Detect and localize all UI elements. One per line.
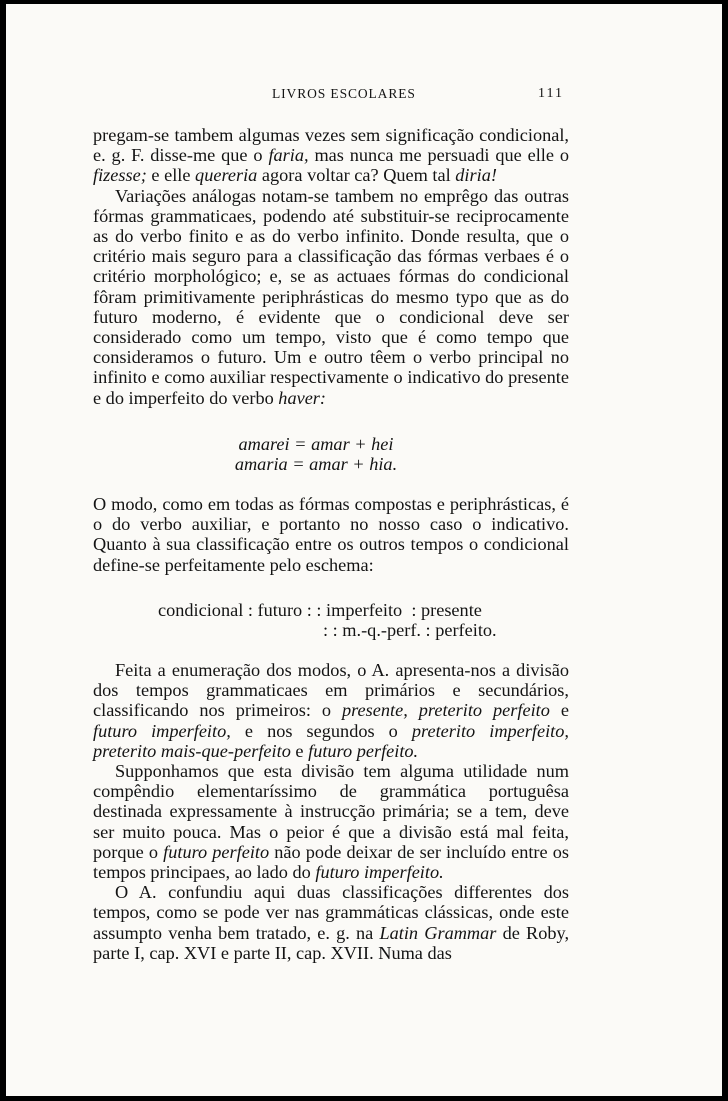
page-header — [6, 86, 722, 106]
text-block-1 — [93, 125, 569, 408]
equation-amarei: amarei = amar + hei — [238, 434, 394, 454]
text-block-2 — [93, 494, 569, 575]
running-title: LIVROS ESCOLARES — [272, 86, 416, 101]
book-page — [6, 4, 722, 1096]
paragraph-feita: Feita a enumeração dos modos, o A. apresenta-nos a divisão dos tempos grammaticaes em primários e secundários, classificando nos primeiros: o presente, preterito perfeito e futuro imperfeito, e nos segundos o preterito imperfeito, preterito mais-que-perfeito e futuro perfeito. — [93, 660, 569, 761]
equation-block — [166, 434, 466, 474]
proportion-line-1: condicional : futuro : : imperfeito : presente — [158, 600, 482, 620]
page-number: 111 — [538, 86, 564, 101]
paragraph-continuation: pregam-se tambem algumas vezes sem significação condicional, e. g. F. disse-me que o faria, mas nunca me persuadi que elle o fizesse; e elle quereria agora voltar ca? Quem tal diria! — [93, 125, 569, 186]
paragraph-modo: O modo, como em todas as fórmas compostas e periphrásticas, é o do verbo auxiliar, e portanto no nosso caso o indicativo. Quanto à sua classificação entre os outros tempos o condicional define-se perfeitamente pelo eschema: — [93, 494, 569, 575]
text-block-3 — [93, 660, 569, 963]
proportion-line-2: : : m.-q.-perf. : perfeito. — [323, 620, 497, 640]
paragraph-confundiu: O A. confundiu aqui duas classificações differentes dos tempos, como se pode ver nas grammáticas clássicas, onde este assumpto venha bem tratado, e. g. na Latin Grammar de Roby, parte I, cap. XVI e parte II, cap. XVII. Numa das — [93, 882, 570, 963]
paragraph-supponhamos: Supponhamos que esta divisão tem alguma utilidade num compêndio elementaríssimo de grammática portuguêsa destinada expressamente à instrucção primária; se a tem, deve ser muito pouca. Mas o peior é que a divisão está mal feita, porque o futuro perfeito não pode deixar de ser incluído entre os tempos principaes, ao lado do futuro imperfeito. — [93, 761, 569, 883]
paragraph-variacoes: Variações análogas notam-se tambem no emprêgo das outras fórmas grammaticaes, podendo até substituir-se reciprocamente as do verbo finito e as do verbo infinito. Donde resulta, que o critério mais seguro para a classificação das fórmas verbaes é o critério morphológico; e, se as actuaes fórmas do condicional fôram primitivamente periphrásticas do mesmo typo que as do futuro moderno, é evidente que o condicional deve ser considerado como um tempo, visto que é como tempo que consideramos o futuro. Um e outro têem o verbo principal no infinito e como auxiliar respectivamente o indicativo do presente e do imperfeito do verbo haver: — [93, 185, 569, 408]
equation-amaria: amaria = amar + hia. — [234, 454, 398, 474]
